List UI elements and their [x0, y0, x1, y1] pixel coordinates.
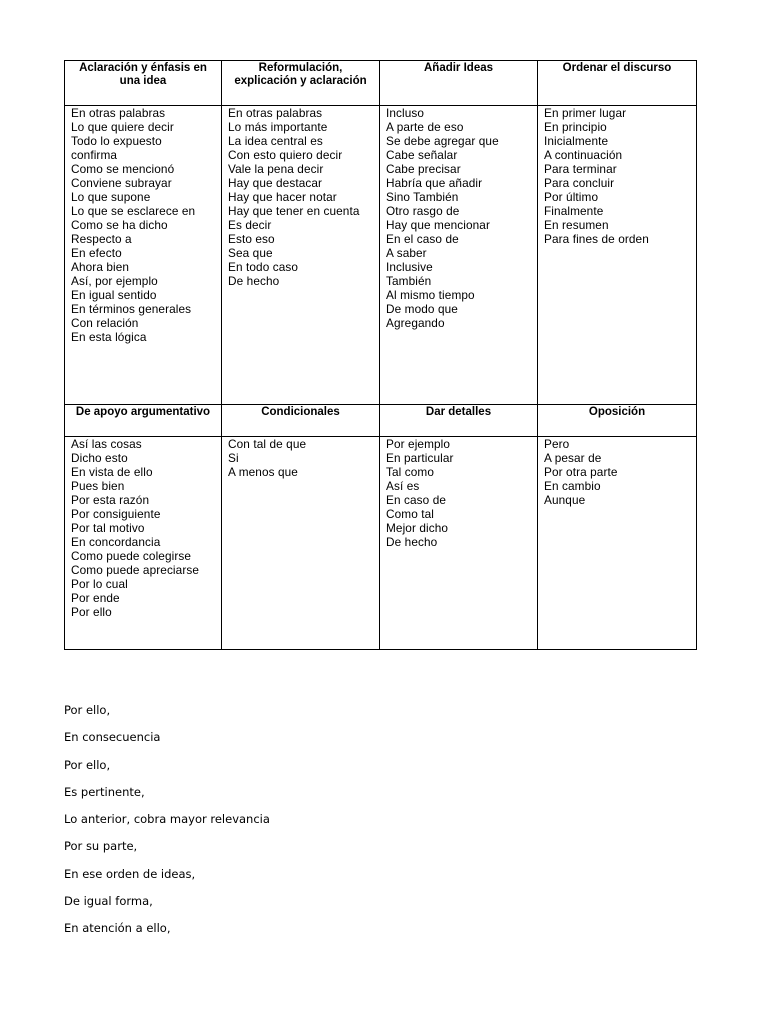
- list-item: Cabe señalar: [386, 148, 458, 162]
- list-item: A saber: [386, 246, 427, 260]
- table-cell: [222, 106, 380, 405]
- list-item: En todo caso: [228, 260, 299, 274]
- list-item: En esta lógica: [71, 330, 147, 344]
- list-item: Como se mencionó: [71, 162, 175, 176]
- list-item: Inclusive: [386, 260, 433, 274]
- additional-connectors-list: [64, 702, 270, 948]
- column-header: Oposición: [538, 405, 697, 437]
- list-item: En cambio: [544, 479, 601, 493]
- list-item: En otras palabras: [71, 106, 166, 120]
- list-item: En vista de ello: [71, 465, 153, 479]
- list-item: Por su parte,: [64, 839, 138, 854]
- table-cell: [222, 437, 380, 650]
- list-item: Hay que hacer notar: [228, 190, 337, 204]
- list-item: Es pertinente,: [64, 784, 145, 799]
- list-item: Con relación: [71, 316, 139, 330]
- list-item: Por consiguiente: [71, 507, 161, 521]
- list-item: Como se ha dicho: [71, 218, 168, 232]
- list-item: Finalmente: [544, 204, 604, 218]
- list-item: En consecuencia: [64, 730, 161, 745]
- list-item: De modo que: [386, 302, 458, 316]
- connector-list: [380, 106, 537, 330]
- list-item: Cabe precisar: [386, 162, 461, 176]
- list-item: Para concluir: [544, 176, 615, 190]
- list-item: A menos que: [228, 465, 298, 479]
- list-item: Otro rasgo de: [386, 204, 460, 218]
- list-item: Por otra parte: [544, 465, 618, 479]
- list-item: Dicho esto: [71, 451, 128, 465]
- list-item: A pesar de: [544, 451, 602, 465]
- list-item: Pero: [544, 437, 570, 451]
- list-item: Esto eso: [228, 232, 275, 246]
- connectors-table: [64, 60, 697, 650]
- column-header: Reformulación, explicación y aclaración: [222, 61, 380, 106]
- list-item: En resumen: [544, 218, 609, 232]
- list-item: Hay que destacar: [228, 176, 323, 190]
- list-item: En atención a ello,: [64, 921, 171, 936]
- list-item: Sino También: [386, 190, 459, 204]
- list-item: Mejor dicho: [386, 521, 449, 535]
- list-item: Por lo cual: [71, 577, 128, 591]
- list-item: Para terminar: [544, 162, 617, 176]
- list-item: Por ende: [71, 591, 120, 605]
- column-header: Añadir Ideas: [380, 61, 538, 106]
- list-item: Habría que añadir: [386, 176, 483, 190]
- list-item: Hay que mencionar: [386, 218, 490, 232]
- list-item: Inicialmente: [544, 134, 609, 148]
- list-item: Como puede colegirse: [71, 549, 192, 563]
- list-item: Todo lo expuesto: [71, 134, 162, 148]
- list-item: Agregando: [386, 316, 445, 330]
- list-item: Así las cosas: [71, 437, 142, 451]
- list-item: confirma: [71, 148, 118, 162]
- table-row: [65, 106, 697, 405]
- table-header-row: [65, 61, 697, 106]
- connector-list: [380, 437, 537, 549]
- list-item: En términos generales: [71, 302, 192, 316]
- list-item: De igual forma,: [64, 894, 153, 909]
- list-item: De hecho: [386, 535, 438, 549]
- list-item: Hay que tener en cuenta: [228, 204, 360, 218]
- table-cell: [380, 106, 538, 405]
- column-header: Dar detalles: [380, 405, 538, 437]
- list-item: En el caso de: [386, 232, 459, 246]
- list-item: Así es: [386, 479, 420, 493]
- list-item: En ese orden de ideas,: [64, 866, 196, 881]
- column-header: Ordenar el discurso: [538, 61, 697, 106]
- table-cell: [65, 106, 222, 405]
- list-item: Por tal motivo: [71, 521, 145, 535]
- list-item: En concordancia: [71, 535, 161, 549]
- list-item: Por ejemplo: [386, 437, 451, 451]
- list-item: Lo anterior, cobra mayor relevancia: [64, 812, 270, 827]
- connector-list: [538, 437, 696, 507]
- list-item: Por último: [544, 190, 599, 204]
- list-item: Con tal de que: [228, 437, 307, 451]
- list-item: Así, por ejemplo: [71, 274, 158, 288]
- connector-list: [65, 106, 221, 344]
- list-item: Sea que: [228, 246, 273, 260]
- list-item: A continuación: [544, 148, 623, 162]
- list-item: Vale la pena decir: [228, 162, 324, 176]
- table-header-row: [65, 405, 697, 437]
- list-item: Si: [228, 451, 239, 465]
- list-item: En efecto: [71, 246, 122, 260]
- table-cell: [380, 437, 538, 650]
- list-item: Ahora bien: [71, 260, 130, 274]
- list-item: Por esta razón: [71, 493, 150, 507]
- list-item: Pues bien: [71, 479, 125, 493]
- list-item: En otras palabras: [228, 106, 323, 120]
- table-cell: [65, 437, 222, 650]
- table-cell: [538, 106, 697, 405]
- list-item: Incluso: [386, 106, 425, 120]
- list-item: A parte de eso: [386, 120, 464, 134]
- list-item: Aunque: [544, 493, 586, 507]
- list-item: Por ello: [71, 605, 112, 619]
- list-item: Conviene subrayar: [71, 176, 172, 190]
- column-header: De apoyo argumentativo: [65, 405, 222, 437]
- table-cell: [538, 437, 697, 650]
- list-item: Como puede apreciarse: [71, 563, 200, 577]
- list-item: En primer lugar: [544, 106, 627, 120]
- list-item: Lo más importante: [228, 120, 328, 134]
- list-item: Lo que se esclarece en: [71, 204, 196, 218]
- list-item: Como tal: [386, 507, 435, 521]
- list-item: La idea central es: [228, 134, 323, 148]
- list-item: Se debe agregar que: [386, 134, 499, 148]
- list-item: Con esto quiero decir: [228, 148, 343, 162]
- column-header: Aclaración y énfasis en una idea: [65, 61, 222, 106]
- list-item: Respecto a: [71, 232, 132, 246]
- list-item: Es decir: [228, 218, 272, 232]
- column-header: Condicionales: [222, 405, 380, 437]
- list-item: También: [386, 274, 432, 288]
- list-item: Por ello,: [64, 703, 111, 717]
- list-item: Lo que supone: [71, 190, 151, 204]
- connector-list: [222, 437, 379, 479]
- list-item: En principio: [544, 120, 607, 134]
- list-item: Para fines de orden: [544, 232, 649, 246]
- connector-list: [538, 106, 696, 246]
- list-item: De hecho: [228, 274, 280, 288]
- connector-list: [222, 106, 379, 288]
- table-row: [65, 437, 697, 650]
- list-item: Al mismo tiempo: [386, 288, 475, 302]
- connector-list: [65, 437, 221, 619]
- list-item: En particular: [386, 451, 454, 465]
- list-item: Tal como: [386, 465, 435, 479]
- list-item: Lo que quiere decir: [71, 120, 174, 134]
- list-item: En caso de: [386, 493, 447, 507]
- list-item: En igual sentido: [71, 288, 157, 302]
- list-item: Por ello,: [64, 757, 111, 772]
